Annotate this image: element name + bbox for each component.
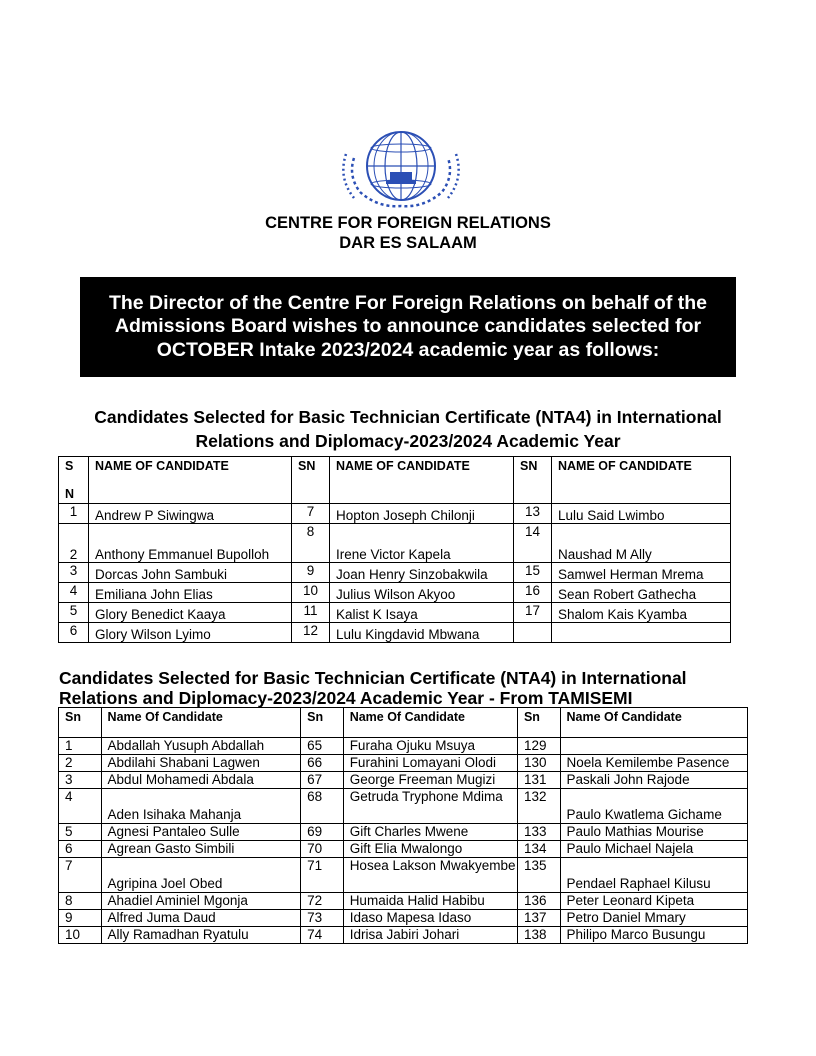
section2-heading-line2: Relations and Diplomacy-2023/2024 Academic Year - From TAMISEMI [59,688,633,708]
candidate-name-cell: Dorcas John Sambuki [89,563,292,583]
serial-number-cell: 10 [292,583,330,603]
candidate-name-cell: Alfred Juma Daud [101,910,301,927]
candidate-name-cell: Petro Daniel Mmary [560,910,748,927]
candidate-name-cell: Abdilahi Shabani Lagwen [101,755,301,772]
serial-number-cell: 134 [517,841,560,858]
serial-number-cell: 2 [59,755,102,772]
candidate-name-cell: Agripina Joel Obed [101,858,301,893]
candidate-name-cell: Emiliana John Elias [89,583,292,603]
column-header-name: NAME OF CANDIDATE [330,457,514,504]
serial-number-cell: 12 [292,623,330,643]
serial-number-cell: 135 [517,858,560,893]
serial-number-cell: 13 [514,504,552,524]
candidate-name-cell: Anthony Emmanuel Bupolloh [89,524,292,563]
serial-number-cell: 132 [517,789,560,824]
serial-number-cell: 5 [59,603,89,623]
column-header-sn: Sn [301,708,344,738]
column-header-name: Name Of Candidate [560,708,748,738]
candidate-name-cell: Hopton Joseph Chilonji [330,504,514,524]
column-header-sn: SN [514,457,552,504]
candidate-name-cell: Julius Wilson Akyoo [330,583,514,603]
table-row [59,563,731,583]
column-header-sn: S N [59,457,89,504]
candidate-name-cell: Ally Ramadhan Ryatulu [101,927,301,944]
serial-number-cell: 3 [59,563,89,583]
table-header-row [59,457,731,504]
candidate-name-cell: Samwel Herman Mrema [552,563,731,583]
serial-number-cell: 1 [59,738,102,755]
candidate-name-cell: Abdul Mohamedi Abdala [101,772,301,789]
serial-number-cell: 16 [514,583,552,603]
section1-heading-line2: Relations and Diplomacy-2023/2024 Academic Year [195,431,621,451]
candidate-name-cell: Andrew P Siwingwa [89,504,292,524]
globe-emblem-icon [330,128,472,208]
candidate-name-cell: Paulo Kwatlema Gichame [560,789,748,824]
serial-number-cell: 133 [517,824,560,841]
selected-candidates-table [58,456,731,643]
candidate-name-cell: Humaida Halid Habibu [343,893,517,910]
serial-number-cell: 130 [517,755,560,772]
table-row [59,583,731,603]
serial-number-cell: 14 [514,524,552,563]
candidate-name-cell: Paskali John Rajode [560,772,748,789]
serial-number-cell: 8 [292,524,330,563]
serial-number-cell: 10 [59,927,102,944]
serial-number-cell: 5 [59,824,102,841]
column-header-name: Name Of Candidate [343,708,517,738]
organization-city: DAR ES SALAAM [339,234,477,252]
serial-number-cell: 69 [301,824,344,841]
candidate-name-cell [552,623,731,643]
candidate-name-cell: Sean Robert Gathecha [552,583,731,603]
candidate-name-cell: Glory Wilson Lyimo [89,623,292,643]
serial-number-cell: 138 [517,927,560,944]
section1-heading-line1: Candidates Selected for Basic Technician Certificate (NTA4) in International [94,407,722,427]
table-row [59,824,748,841]
table-row [59,841,748,858]
candidate-name-cell: Furaha Ojuku Msuya [343,738,517,755]
column-header-name: NAME OF CANDIDATE [552,457,731,504]
candidate-name-cell: Gift Charles Mwene [343,824,517,841]
candidate-name-cell: Getruda Tryphone Mdima [343,789,517,824]
serial-number-cell: 71 [301,858,344,893]
candidate-name-cell: Lulu Said Lwimbo [552,504,731,524]
table-row [59,524,731,563]
serial-number-cell: 11 [292,603,330,623]
table-row [59,623,731,643]
table-row [59,789,748,824]
table-row [59,738,748,755]
candidate-name-cell: Aden Isihaka Mahanja [101,789,301,824]
announcement-banner [80,277,736,377]
serial-number-cell: 6 [59,623,89,643]
candidate-name-cell: Philipo Marco Busungu [560,927,748,944]
serial-number-cell: 7 [59,858,102,893]
tamisemi-candidates-table [58,707,748,944]
candidate-name-cell: Paulo Mathias Mourise [560,824,748,841]
column-header-sn: SN [292,457,330,504]
serial-number-cell: 1 [59,504,89,524]
candidate-name-cell [560,738,748,755]
column-header-sn: Sn [59,708,102,738]
serial-number-cell: 136 [517,893,560,910]
serial-number-cell: 15 [514,563,552,583]
serial-number-cell: 73 [301,910,344,927]
candidate-name-cell: Naushad M Ally [552,524,731,563]
candidate-name-cell: Idaso Mapesa Idaso [343,910,517,927]
candidate-name-cell: Abdallah Yusuph Abdallah [101,738,301,755]
candidate-name-cell: Idrisa Jabiri Johari [343,927,517,944]
announcement-text: The Director of the Centre For Foreign Relations on behalf of the Admissions Board wishes to announce candidates selected for OCTOBER Intake 2023/2024 academic year as follows: [108,291,708,361]
candidate-name-cell: Kalist K Isaya [330,603,514,623]
serial-number-cell: 137 [517,910,560,927]
serial-number-cell: 74 [301,927,344,944]
serial-number-cell: 9 [292,563,330,583]
column-header-name: Name Of Candidate [101,708,301,738]
table-row [59,504,731,524]
table-row [59,772,748,789]
candidate-name-cell: Hosea Lakson Mwakyembe [343,858,517,893]
candidate-name-cell: Irene Victor Kapela [330,524,514,563]
column-header-sn: Sn [517,708,560,738]
serial-number-cell: 4 [59,583,89,603]
candidate-name-cell: Glory Benedict Kaaya [89,603,292,623]
candidate-name-cell: Gift Elia Mwalongo [343,841,517,858]
table-row [59,755,748,772]
candidate-name-cell: Noela Kemilembe Pasence [560,755,748,772]
serial-number-cell: 70 [301,841,344,858]
candidate-name-cell: Agnesi Pantaleo Sulle [101,824,301,841]
candidate-name-cell: Joan Henry Sinzobakwila [330,563,514,583]
table-row [59,910,748,927]
candidate-name-cell: Furahini Lomayani Olodi [343,755,517,772]
candidate-name-cell: Shalom Kais Kyamba [552,603,731,623]
candidate-name-cell: George Freeman Mugizi [343,772,517,789]
table-row [59,603,731,623]
column-header-name: NAME OF CANDIDATE [89,457,292,504]
serial-number-cell: 129 [517,738,560,755]
section2-heading-line1: Candidates Selected for Basic Technician Certificate (NTA4) in International [59,668,687,688]
table-row [59,927,748,944]
serial-number-cell: 67 [301,772,344,789]
serial-number-cell: 6 [59,841,102,858]
organization-name: CENTRE FOR FOREIGN RELATIONS [265,214,551,232]
table-row [59,893,748,910]
serial-number-cell: 68 [301,789,344,824]
serial-number-cell: 131 [517,772,560,789]
serial-number-cell: 2 [59,524,89,563]
candidate-name-cell: Agrean Gasto Simbili [101,841,301,858]
serial-number-cell: 4 [59,789,102,824]
candidate-name-cell: Peter Leonard Kipeta [560,893,748,910]
candidate-name-cell: Pendael Raphael Kilusu [560,858,748,893]
candidate-name-cell: Lulu Kingdavid Mbwana [330,623,514,643]
table-row [59,858,748,893]
serial-number-cell: 65 [301,738,344,755]
candidate-name-cell: Ahadiel Aminiel Mgonja [101,893,301,910]
serial-number-cell: 8 [59,893,102,910]
serial-number-cell: 9 [59,910,102,927]
serial-number-cell: 17 [514,603,552,623]
candidate-name-cell: Paulo Michael Najela [560,841,748,858]
serial-number-cell [514,623,552,643]
serial-number-cell: 66 [301,755,344,772]
table-header-row [59,708,748,738]
serial-number-cell: 7 [292,504,330,524]
serial-number-cell: 72 [301,893,344,910]
serial-number-cell: 3 [59,772,102,789]
